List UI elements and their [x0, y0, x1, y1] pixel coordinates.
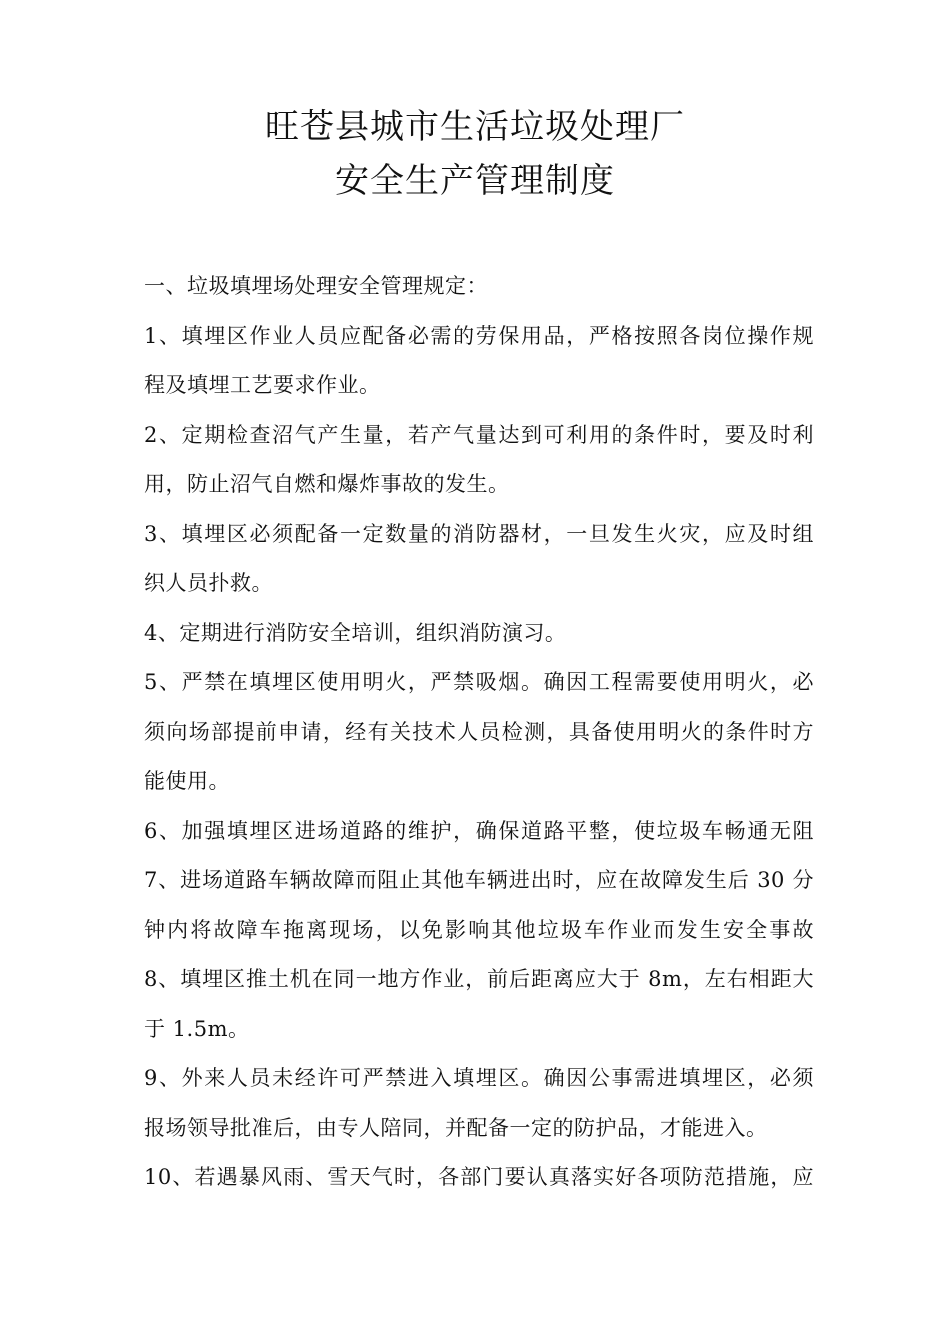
paragraph-line: 3、填埋区必须配备一定数量的消防器材，一旦发生火灾，应及时组: [144, 521, 814, 546]
paragraph-line: 报场领导批准后，由专人陪同，并配备一定的防护品，才能进入。: [144, 1115, 768, 1140]
paragraph-line: 须向场部提前申请，经有关技术人员检测，具备使用明火的条件时方: [144, 719, 814, 744]
paragraph-line: 8、填埋区推土机在同一地方作业，前后距离应大于 8m，左右相距大: [144, 967, 814, 991]
paragraph-line: 9、外来人员未经许可严禁进入填埋区。确因公事需进填埋区，必须: [144, 1066, 814, 1090]
paragraph-line: 能使用。: [144, 769, 230, 793]
paragraph-line: 6、加强填埋区进场道路的维护，确保道路平整，使垃圾车畅通无阻: [144, 818, 814, 843]
paragraph-line: 用，防止沼气自燃和爆炸事故的发生。: [144, 472, 510, 496]
paragraph-line: 程及填埋工艺要求作业。: [144, 373, 381, 397]
document-body: [144, 262, 814, 1203]
paragraph-line: 于 1.5m。: [144, 1016, 250, 1041]
paragraph-line: 1、填埋区作业人员应配备必需的劳保用品，严格按照各岗位操作规: [144, 323, 814, 348]
paragraph-line: 7、进场道路车辆故障而阻止其他车辆进出时，应在故障发生后 30 分: [144, 868, 814, 892]
title-line-1: 旺苍县城市生活垃圾处理厂: [265, 107, 685, 147]
paragraph-line: 钟内将故障车拖离现场，以免影响其他垃圾车作业而发生安全事故: [144, 917, 814, 942]
paragraph-line: 4、定期进行消防安全培训，组织消防演习。: [144, 620, 567, 645]
paragraph-line: 10、若遇暴风雨、雪天气时，各部门要认真落实好各项防范措施，应: [144, 1165, 814, 1189]
section-heading: 一、垃圾填埋场处理安全管理规定：: [144, 274, 488, 298]
paragraph-line: 2、定期检查沼气产生量，若产气量达到可利用的条件时，要及时利: [144, 422, 814, 447]
document-title: [0, 100, 950, 208]
paragraph-line: 5、严禁在填埋区使用明火，严禁吸烟。确因工程需要使用明火，必: [144, 670, 814, 694]
title-line-2: 安全生产管理制度: [335, 161, 615, 201]
paragraph-line: 织人员扑救。: [144, 571, 273, 595]
